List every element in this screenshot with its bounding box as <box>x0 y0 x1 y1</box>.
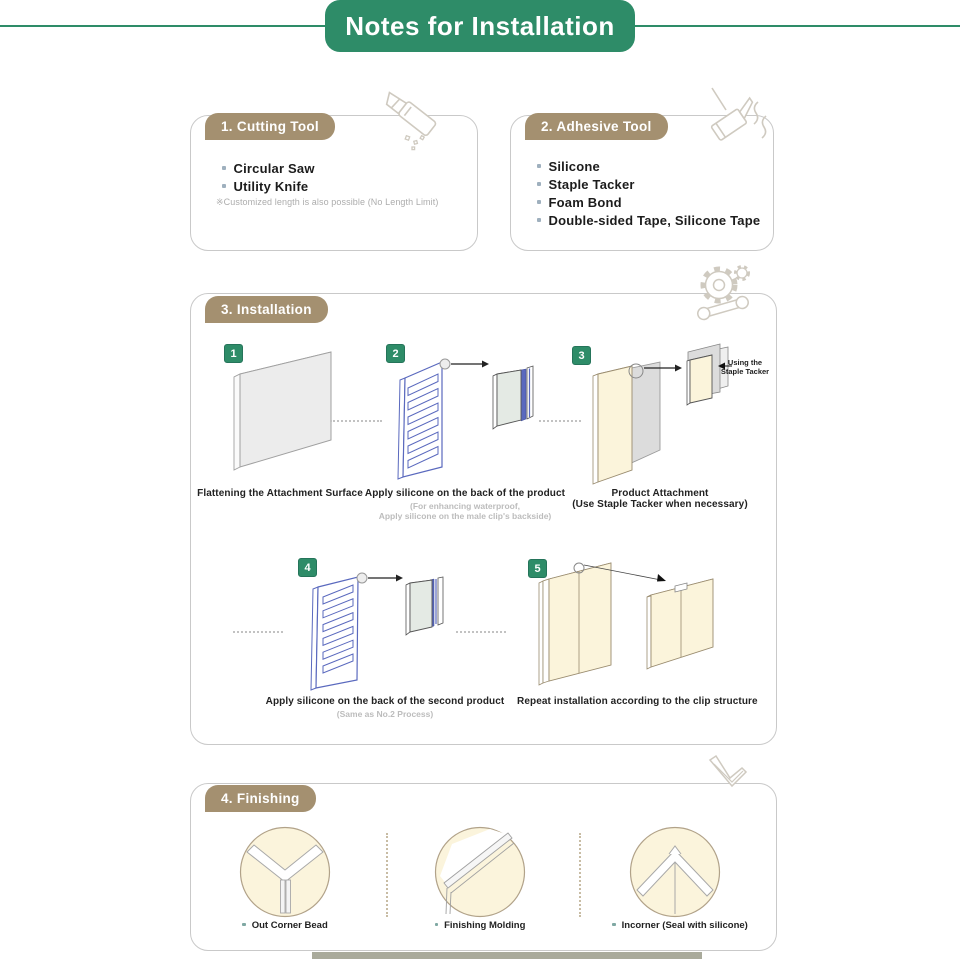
step-caption2: (Use Staple Tacker when necessary) <box>572 499 748 510</box>
bullet-icon <box>242 923 246 927</box>
bullet-icon <box>222 184 226 188</box>
list-item-label: Utility Knife <box>233 178 309 194</box>
finishing-molding-illustration <box>434 826 526 918</box>
dotted-separator <box>456 631 506 633</box>
step-number: 2 <box>386 344 405 363</box>
cutting-tool-badge: 1. Cutting Tool <box>205 113 335 140</box>
list-item-label: Circular Saw <box>233 160 315 176</box>
list-item-label: Staple Tacker <box>548 176 635 192</box>
finishing-badge: 4. Finishing <box>205 785 316 812</box>
caulk-tube-icon <box>698 86 772 154</box>
list-item <box>537 175 760 193</box>
footer-bar <box>312 952 702 959</box>
list-item-label: Foam Bond <box>548 194 622 210</box>
corner-molding-icon <box>700 754 756 806</box>
list-item-label: Silicone <box>548 158 600 174</box>
list-item <box>537 157 760 175</box>
list-item <box>537 193 760 211</box>
bullet-icon <box>537 218 541 222</box>
list-item <box>537 211 760 229</box>
page-title: Notes for Installation <box>325 0 635 52</box>
step-subcaption: (Same as No.2 Process) <box>336 709 434 719</box>
gear-wrench-icon <box>692 264 754 322</box>
finishing-item <box>400 920 560 931</box>
step1-panel-illustration <box>215 351 345 473</box>
step2-silicone-illustration <box>375 348 545 483</box>
adhesive-tool-badge: 2. Adhesive Tool <box>525 113 668 140</box>
adhesive-tool-list <box>537 157 760 229</box>
step-subcaption: Apply silicone on the male clip's backside) <box>378 511 552 521</box>
step-number: 4 <box>298 558 317 577</box>
step-number: 3 <box>572 346 591 365</box>
list-item <box>222 177 315 195</box>
dotted-separator-vertical <box>386 833 388 917</box>
bullet-icon <box>537 164 541 168</box>
bullet-icon <box>222 166 226 170</box>
finishing-item <box>205 920 365 931</box>
dotted-separator-vertical <box>579 833 581 917</box>
bullet-icon <box>612 923 616 927</box>
finishing-item-label: Finishing Molding <box>444 920 526 931</box>
finishing-item <box>595 920 765 931</box>
step-caption: Apply silicone on the back of the product <box>364 488 566 499</box>
step-caption: Apply silicone on the back of the second product <box>265 696 505 707</box>
bullet-icon <box>435 923 439 927</box>
dotted-separator <box>539 420 581 422</box>
utility-knife-icon <box>376 90 450 154</box>
step-caption: Repeat installation according to the clip structure <box>517 696 758 707</box>
annotation-line: Staple Tacker <box>720 367 770 376</box>
list-item-label: Double-sided Tape, Silicone Tape <box>548 212 761 228</box>
bullet-icon <box>537 182 541 186</box>
cutting-note: ※Customized length is also possible (No Length Limit) <box>216 197 439 207</box>
step3-annotation <box>718 358 772 376</box>
step-caption: Product Attachment <box>611 488 709 499</box>
annotation-line: Using the <box>727 358 763 367</box>
dotted-separator <box>233 631 283 633</box>
bullet-icon <box>537 200 541 204</box>
step4-silicone-illustration <box>260 555 455 693</box>
step-caption: Flattening the Attachment Surface <box>197 488 363 499</box>
cutting-tool-list <box>222 159 315 195</box>
installation-badge: 3. Installation <box>205 296 328 323</box>
finishing-item-label: Incorner (Seal with silicone) <box>621 920 748 931</box>
finishing-item-label: Out Corner Bead <box>251 920 328 931</box>
step-subcaption: (For enhancing waterproof, <box>409 501 521 511</box>
incorner-illustration <box>629 826 721 918</box>
list-item <box>222 159 315 177</box>
step-number: 5 <box>528 559 547 578</box>
out-corner-bead-illustration <box>239 826 331 918</box>
step-number: 1 <box>224 344 243 363</box>
